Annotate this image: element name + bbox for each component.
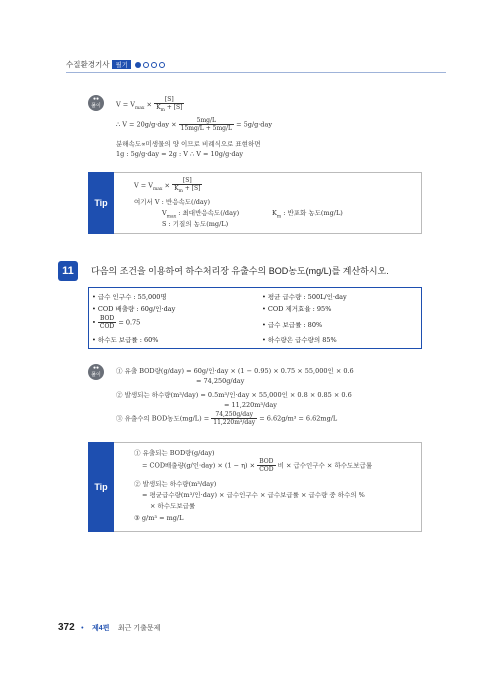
page-number: 372 (58, 622, 75, 633)
condition-item: • 급수 보급률 : 80% (262, 321, 323, 329)
solution2-step1-result: = 74,250g/day (196, 377, 245, 385)
page-footer (58, 617, 160, 635)
question-text: 다음의 조건을 이용하여 하수처리장 유출수의 BOD농도(mg/L)를 계산하시오. (91, 266, 389, 276)
tip1-vmax: $V_{max}$ : 최대반응속도(/day) (162, 209, 240, 220)
tip2-item1: ① 유출되는 BOD량(g/day) (134, 449, 215, 457)
tip1-equation: $V = V_{max}$ × $\frac{[S]}{K_m + [S]}$ (134, 177, 201, 195)
condition-item: • COD 배출량 : 60g/인·day (92, 305, 176, 313)
footer-chapter: 최근 기출문제 (117, 625, 161, 632)
solution2-step2-result: = 11,220m³/day (224, 401, 277, 409)
solution1-calculation: ∴ V = 20g/g·day × $\frac{5mg/L}{15mg/L + 5mg/L}$ = 5g/g·day (116, 117, 273, 132)
header-dot-icon (135, 62, 141, 68)
solution1-equation: $V = V_{max}$ × $\frac{[S]}{K_m + [S]}$ (116, 96, 183, 114)
tip-label: Tip (88, 442, 114, 532)
tip2-item2-formula: = 평균급수량(m³/인·day) × 급수인구수 × 급수보급률 × 급수량 중 하수의 % (142, 491, 365, 499)
solution2-step3: ③ 유출수의 BOD농도(mg/L) = $\frac{\text{74,250g/day}}{\text{11,220m³/day}}$ = 6.62g/m³ = 6.62mg/L (116, 411, 338, 426)
header-dot-icon (151, 62, 157, 68)
condition-item: • 하수량은 급수량의 85% (262, 336, 337, 344)
header-dot-icon (159, 62, 165, 68)
solution-badge: ●● 풀이 (88, 95, 104, 111)
solution2-step1: ① 유출 BOD량(g/day) = 60g/인·day × (1 − 0.95) × 0.75 × 55,000인 × 0.6 (116, 367, 354, 375)
solution-badge: ●● 풀이 (88, 364, 104, 380)
condition-item: • COD 제거효율 : 95% (262, 305, 332, 313)
condition-item-ratio: • $\frac{\text{BOD}}{\text{COD}}$ = 0.75 (92, 315, 141, 330)
header-dot-icon (143, 62, 149, 68)
condition-item: • 급수 인구수 : 55,000명 (92, 293, 167, 301)
condition-item: • 평균 급수량 : 500L/인·day (262, 293, 347, 301)
tip2-item3: ③ g/m³ = mg/L (134, 514, 184, 522)
tip1-where: 여기서 V : 반응속도(/day) (134, 198, 211, 206)
header-divider (66, 72, 446, 73)
book-title: 수질환경기사 (66, 60, 110, 69)
running-header-text (66, 59, 165, 70)
tip1-s: S : 기질의 농도(mg/L) (162, 220, 229, 228)
tip1-km: $K_m$ : 반포화 농도(mg/L) (272, 209, 343, 220)
solution2-step2: ② 발생되는 하수량(m³/day) = 0.5m³/인·day × 55,000인 × 0.8 × 0.85 × 0.6 (116, 391, 352, 399)
exam-type-badge: 필기 (112, 60, 131, 69)
solution1-line3: 분해속도∝미생물의 양 이므로 비례식으로 표현하면 (116, 140, 261, 148)
condition-item: • 하수도 보급률 : 60% (92, 336, 159, 344)
question-number: 11 (58, 261, 78, 281)
footer-bullet-icon: • (81, 625, 84, 632)
tip2-item1-formula: = COD배출량(g/인·day) × (1 − η) × $\frac{\text{BOD}}{\text{COD}}$ 비 × 급수인구수 × 하수도보급률 (142, 458, 373, 473)
footer-part: 제4편 (92, 625, 110, 632)
solution1-line4: 1g : 5g/g·day = 2g : V ∴ V = 10g/g·day (116, 150, 244, 158)
tip2-item2-formula-cont: × 하수도보급률 (150, 502, 196, 510)
tip-label: Tip (88, 172, 114, 234)
tip2-item2: ② 발생되는 하수량(m³/day) (134, 480, 217, 488)
